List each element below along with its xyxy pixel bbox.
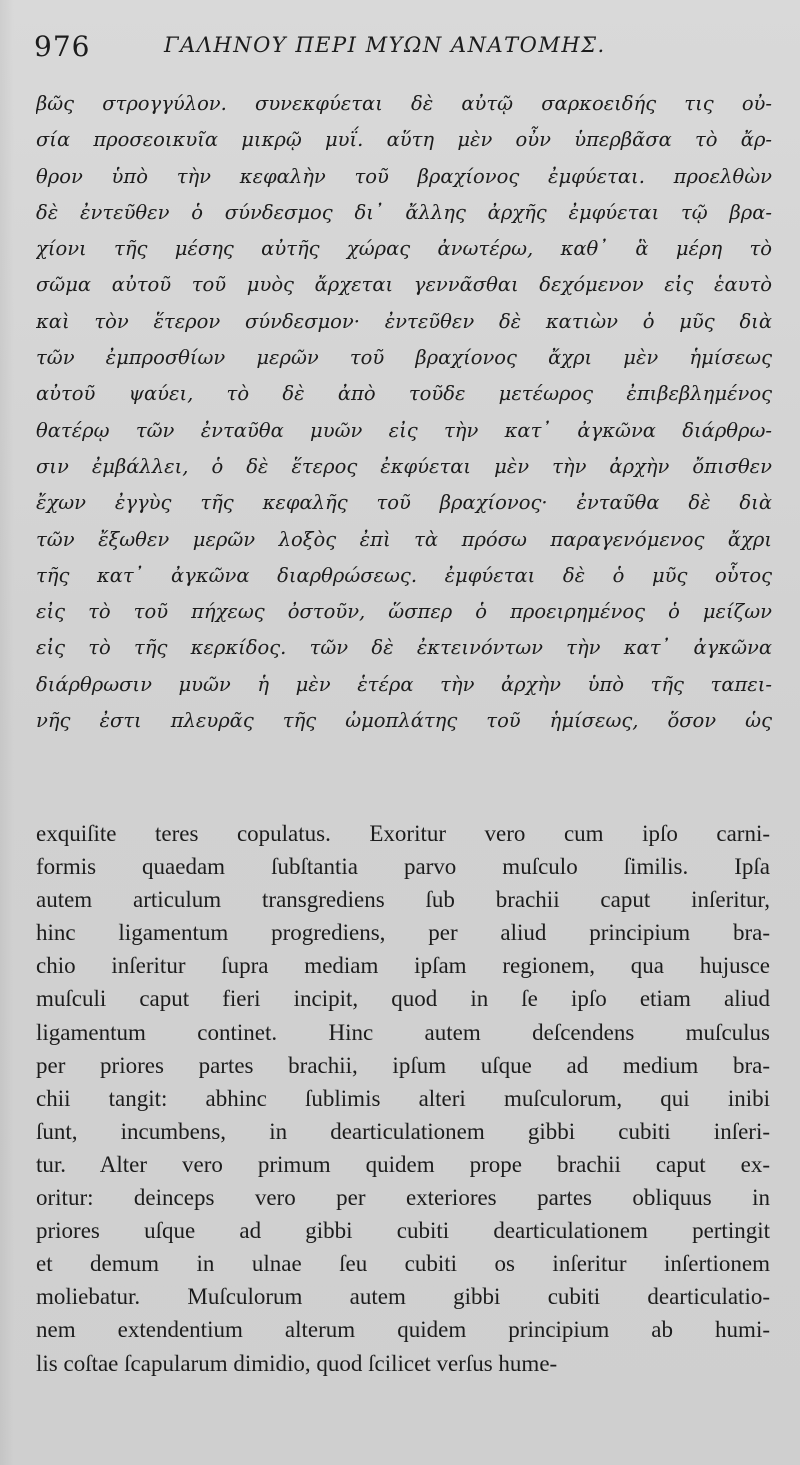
latin-line: ſunt, incumbens, in dearticulationem gibbi cubiti inſeri-	[36, 1118, 770, 1144]
greek-text-block	[36, 86, 772, 739]
greek-line: χίονι τῆς μέσης αὐτῆς χώρας ἀνωτέρω, καθ᾽ ἃ μέρη τὸ	[36, 237, 772, 261]
greek-line: θατέρῳ τῶν ἐνταῦθα μυῶν εἰς τὴν κατ᾽ ἀγκῶνα διάρθρω-	[36, 418, 772, 442]
latin-line: exquiſite teres copulatus. Exoritur vero cum ipſo carni-	[36, 821, 770, 846]
running-head: ΓΑΛΗΝΟΥ ΠΕΡΙ ΜΥΩΝ ΑΝΑΤΟΜΗΣ.	[164, 33, 606, 57]
greek-line: σῶμα αὐτοῦ τοῦ μυὸς ἄρχεται γεννᾶσθαι δεχόμενον εἰς ἑαυτὸ	[36, 273, 772, 297]
latin-line: ligamentum continet. Hinc autem deſcendens muſculus	[36, 1019, 770, 1045]
greek-line: βῶς στρογγύλον. συνεκφύεται δὲ αὐτῷ σαρκοειδής τις οὐ-	[36, 92, 772, 115]
latin-line: formis quaedam ſubſtantia parvo muſculo ſimilis. Ipſa	[36, 854, 770, 880]
greek-line: τῶν ἔξωθεν μερῶν λοξὸς ἐπὶ τὰ πρόσω παραγενόμενος ἄχρι	[36, 527, 772, 551]
latin-line: tur. Alter vero primum quidem prope brachii caput ex-	[36, 1151, 770, 1177]
greek-line: αὐτοῦ ψαύει, τὸ δὲ ἀπὸ τοῦδε μετέωρος ἐπιβεβλημένος	[36, 382, 772, 406]
latin-text-block	[36, 817, 770, 1380]
greek-line: ἔχων ἐγγὺς τῆς κεφαλῆς τοῦ βραχίονος· ἐνταῦθα δὲ διὰ	[36, 491, 772, 515]
greek-line: εἰς τὸ τοῦ πήχεως ὀστοῦν, ὥσπερ ὁ προειρημένος ὁ μείζων	[36, 600, 772, 624]
greek-line: σία προσεοικυῖα μικρῷ μυΐ. αὕτη μὲν οὖν ὑπερβᾶσα τὸ ἄρ-	[36, 128, 772, 152]
latin-line: oritur: deinceps vero per exteriores partes obliquus in	[36, 1185, 770, 1211]
page-number: 976	[34, 30, 91, 63]
latin-line: muſculi caput fieri incipit, quod in ſe ipſo etiam aliud	[36, 986, 770, 1012]
latin-line: nem extendentium alterum quidem principium ab humi-	[36, 1317, 770, 1343]
greek-line: δὲ ἐντεῦθεν ὁ σύνδεσμος δι᾽ ἄλλης ἀρχῆς ἐμφύεται τῷ βρα-	[36, 200, 772, 224]
greek-line: καὶ τὸν ἕτερον σύνδεσμον· ἐντεῦθεν δὲ κατιὼν ὁ μῦς διὰ	[36, 309, 772, 333]
latin-line: chii tangit: abhinc ſublimis alteri muſculorum, qui inibi	[36, 1085, 770, 1111]
latin-line: per priores partes brachii, ipſum uſque ad medium bra-	[36, 1052, 770, 1078]
greek-line: εἰς τὸ τῆς κερκίδος. τῶν δὲ ἐκτεινόντων τὴν κατ᾽ ἀγκῶνα	[36, 636, 772, 660]
latin-line: moliebatur. Muſculorum autem gibbi cubiti dearticulatio-	[36, 1284, 770, 1310]
latin-line: chio inſeritur ſupra mediam ipſam regionem, qua hujusce	[36, 953, 770, 979]
greek-line: τῶν ἐμπροσθίων μερῶν τοῦ βραχίονος ἄχρι μὲν ἡμίσεως	[36, 346, 772, 370]
latin-line: lis coſtae ſcapularum dimidio, quod ſcilicet verſus hume-	[36, 1350, 558, 1376]
greek-line: θρον ὑπὸ τὴν κεφαλὴν τοῦ βραχίονος ἐμφύεται. προελθὼν	[36, 164, 772, 188]
page-header	[34, 30, 760, 70]
greek-line: τῆς κατ᾽ ἀγκῶνα διαρθρώσεως. ἐμφύεται δὲ ὁ μῦς οὗτος	[36, 563, 772, 587]
greek-line: σιν ἐμβάλλει, ὁ δὲ ἕτερος ἐκφύεται μὲν τὴν ἀρχὴν ὄπισθεν	[36, 454, 772, 478]
greek-line: διάρθρωσιν μυῶν ἡ μὲν ἑτέρα τὴν ἀρχὴν ὑπὸ τῆς ταπει-	[36, 672, 772, 696]
greek-line: νῆς ἐστι πλευρᾶς τῆς ὠμοπλάτης τοῦ ἡμίσεως, ὅσον ὡς	[36, 709, 772, 733]
latin-line: hinc ligamentum progrediens, per aliud principium bra-	[36, 920, 770, 946]
latin-line: autem articulum transgrediens ſub brachii caput inſeritur,	[36, 887, 770, 913]
latin-line: priores uſque ad gibbi cubiti dearticulationem pertingit	[36, 1218, 770, 1244]
latin-line: et demum in ulnae ſeu cubiti os inſeritur inſertionem	[36, 1251, 770, 1277]
